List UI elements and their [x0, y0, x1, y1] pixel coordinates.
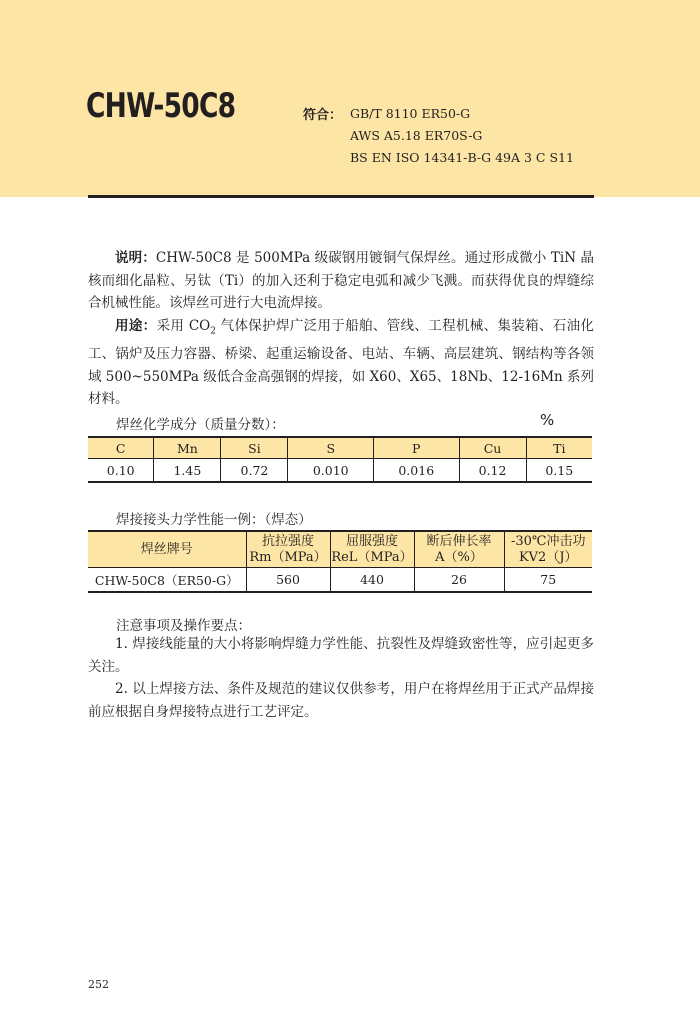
description-text: CHW-50C8 是 500MPa 级碳钢用镀铜气保焊丝。通过形成微小 TiN 晶核而细化晶粒、另钛（Ti）的加入还利于稳定电弧和减少飞溅。而获得优良的焊缝综合机械性能。该焊丝可进行大电流焊接。	[88, 250, 594, 311]
mech-header-grade	[88, 531, 246, 568]
chem-value-si: 0.72	[221, 459, 288, 483]
chem-header-cu: Cu	[459, 437, 526, 459]
header-divider	[88, 195, 594, 198]
chem-header-s: S	[288, 437, 374, 459]
mech-header-elongation-l1: 断后伸长率	[426, 533, 492, 549]
usage-text-a: 采用 CO	[156, 318, 211, 334]
mechanical-title: 焊接接头力学性能一例：（焊态）	[116, 512, 312, 528]
chem-header-p: P	[374, 437, 460, 459]
mechanical-header-row	[88, 531, 592, 568]
mech-header-grade-label: 焊丝牌号	[140, 541, 193, 557]
mech-header-elongation-l2: A（%）	[435, 549, 483, 565]
mech-header-yield-l2: ReL（MPa）	[331, 549, 413, 565]
mech-value-grade: CHW-50C8（ER50-G）	[94, 572, 239, 588]
usage-paragraph	[88, 315, 594, 411]
chem-header-mn: Mn	[154, 437, 221, 459]
chem-value-s: 0.010	[288, 459, 374, 483]
chem-value-c: 0.10	[106, 462, 135, 478]
chem-header-si: Si	[221, 437, 288, 459]
mech-header-impact-l1: -30℃冲击功	[511, 533, 586, 549]
mechanical-value-row	[88, 568, 592, 593]
mech-header-yield-l1: 屈服强度	[345, 533, 398, 549]
product-title: CHW-50C8	[86, 86, 236, 126]
mech-header-yield	[330, 531, 414, 568]
chem-value-mn: 1.45	[154, 459, 221, 483]
mech-value-impact: 75	[504, 568, 592, 593]
usage-text-b: 气体保护焊广泛用于船舶、管线、工程机械、集装箱、石油化工、锅炉及压力容器、桥梁、起重运输设备、电站、车辆、高层建筑、钢结构等各领域 500~550MPa 级低合金高强钢的焊接，如 X60、X65、18Nb、12-16Mn 系列材料。	[88, 318, 595, 408]
notes-title: 注意事项及操作要点：	[116, 618, 251, 634]
chemical-table	[88, 436, 592, 483]
note-item-1: 1. 焊接线能量的大小将影响焊缝力学性能、抗裂性及焊缝致密性等，应引起更多关注。	[88, 636, 594, 675]
chem-value-cu: 0.12	[459, 459, 526, 483]
mech-header-tensile	[246, 531, 330, 568]
standard-en: BS EN ISO 14341-B-G 49A 3 C S11	[350, 150, 574, 165]
mech-header-elongation	[414, 531, 504, 568]
chem-value-ti: 0.15	[526, 459, 592, 483]
chemical-header-row	[88, 437, 592, 459]
mechanical-table	[88, 530, 592, 593]
usage-subscript: 2	[210, 326, 216, 337]
description-paragraph	[88, 247, 594, 315]
page-number: 252	[88, 978, 109, 991]
note-item-2: 2. 以上焊接方法、条件及规范的建议仅供参考，用户在将焊丝用于正式产品焊接前应根据自身焊接特点进行工艺评定。	[88, 681, 594, 720]
description-label: 说明：	[115, 250, 156, 266]
chemical-unit: %	[540, 411, 555, 429]
standard-gb: GB/T 8110 ER50-G	[350, 106, 471, 121]
mech-header-impact	[504, 531, 592, 568]
mech-header-tensile-l1: 抗拉强度	[261, 533, 314, 549]
mech-value-elongation: 26	[414, 568, 504, 593]
usage-label: 用途：	[115, 318, 157, 334]
mech-header-impact-l2: KV2（J）	[518, 549, 578, 565]
chemical-title: 焊丝化学成分（质量分数）：	[116, 417, 285, 433]
conform-label: 符合：	[303, 108, 343, 123]
mech-value-tensile: 560	[246, 568, 330, 593]
chem-value-p: 0.016	[374, 459, 460, 483]
chemical-value-row	[88, 459, 592, 483]
mech-value-yield: 440	[330, 568, 414, 593]
chem-header-ti: Ti	[526, 437, 592, 459]
chem-header-c: C	[88, 437, 154, 459]
standard-aws: AWS A5.18 ER70S-G	[350, 128, 483, 143]
mech-header-tensile-l2: Rm（MPa）	[249, 549, 327, 565]
